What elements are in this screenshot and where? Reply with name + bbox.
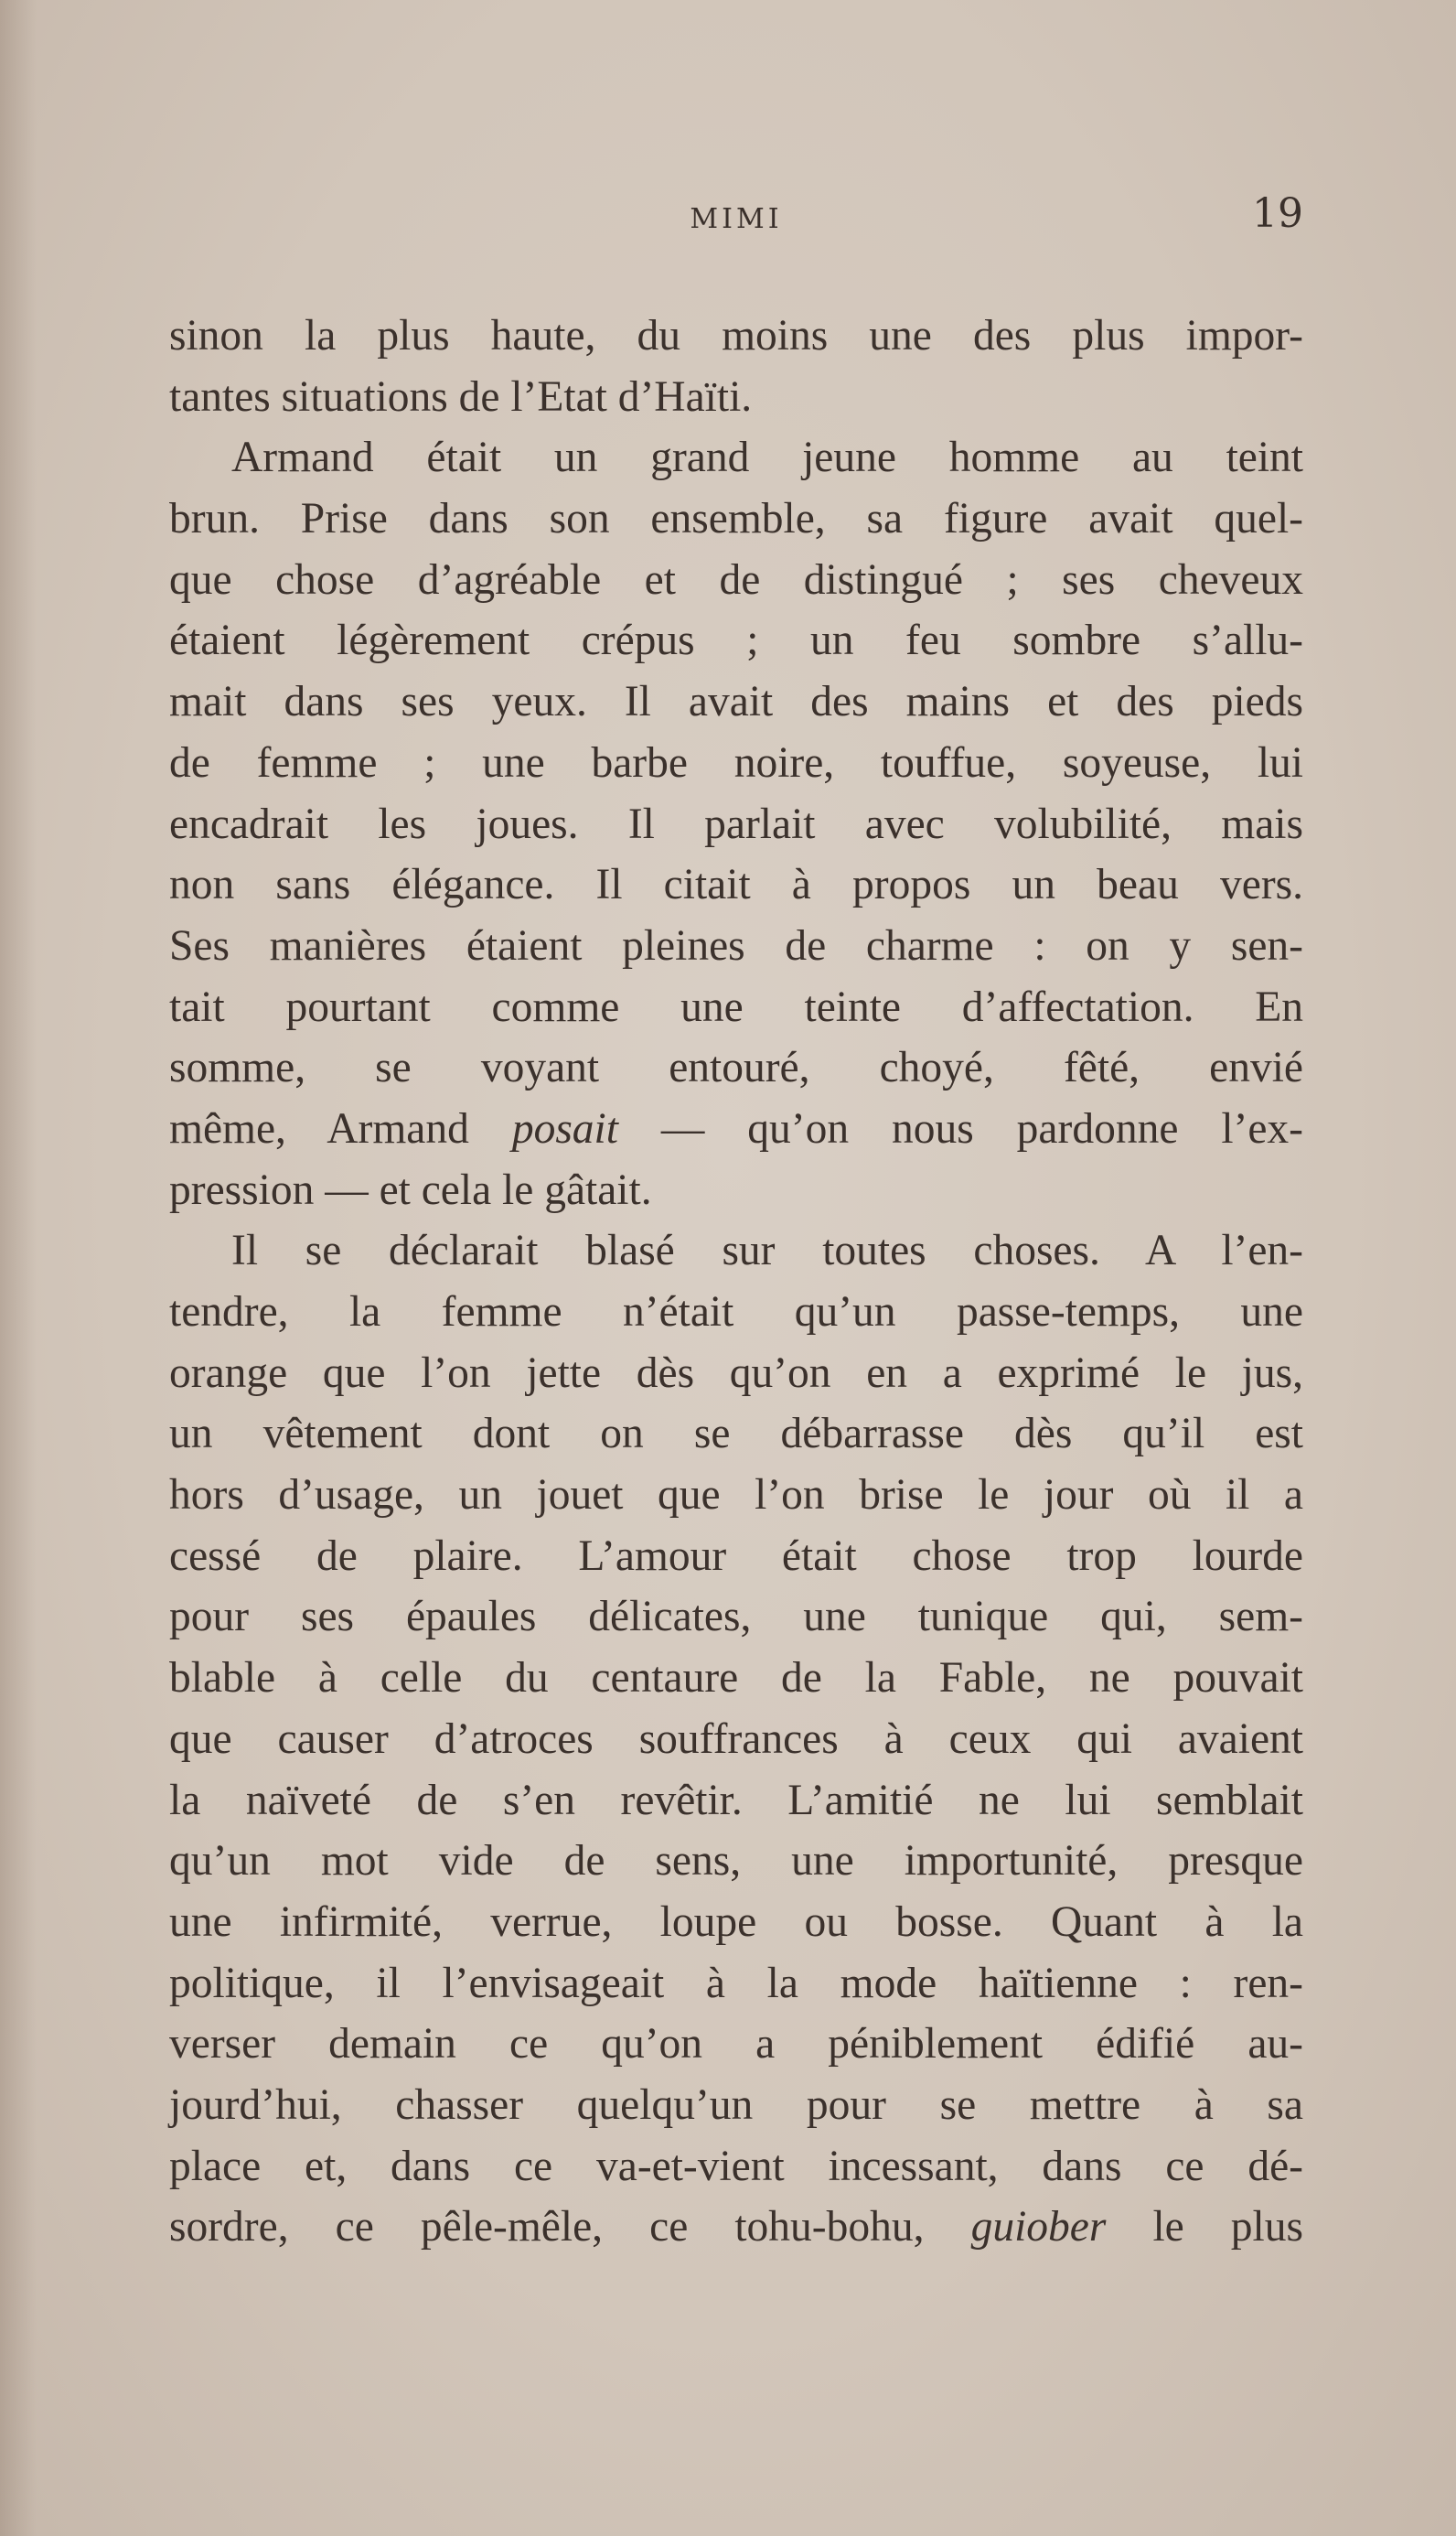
text-line: Il se déclarait blasé sur toutes choses. A l’en- (231, 1227, 1303, 1275)
text-line: qu’un mot vide de sens, une importunité, presque (169, 1837, 1303, 1886)
italic-word: guiober (970, 2203, 1107, 2251)
text-line: orange que l’on jette dès qu’on en a exprimé le jus, (169, 1349, 1303, 1397)
text-line: politique, il l’envisageait à la mode haïtienne : ren- (169, 1959, 1303, 2007)
text-line: que causer d’atroces souffrances à ceux qui avaient (169, 1714, 1303, 1763)
text-line: une infirmité, verrue, loupe ou bosse. Quant à la (169, 1897, 1303, 1946)
text-line: Armand était un grand jeune homme au teint (231, 434, 1303, 482)
italic-word: posait (511, 1104, 618, 1153)
text-line: pression — et cela le gâtait. (169, 1166, 652, 1214)
text-line-with-italic (169, 1099, 1303, 1160)
text-line: encadrait les joues. Il parlait avec volubilité, mais (169, 800, 1303, 848)
line-text-after: — qu’on nous pardonne l’ex- (617, 1104, 1304, 1153)
text-line: non sans élégance. Il citait à propos un beau vers. (169, 861, 1303, 909)
text-line: un vêtement dont on se débarrasse dès qu’il est (169, 1410, 1303, 1458)
line-text-before: même, Armand (169, 1104, 512, 1153)
text-line: mait dans ses yeux. Il avait des mains et des pieds (169, 678, 1303, 726)
text-line: place et, dans ce va-et-vient incessant, dans ce dé- (169, 2142, 1303, 2190)
line-text-before: sordre, ce pêle-mêle, ce tohu-bohu, (169, 2203, 971, 2251)
page-number: 19 (1252, 190, 1303, 237)
text-line: tantes situations de l’Etat d’Haïti. (169, 372, 753, 421)
page-edge-shadow (0, 0, 37, 2536)
text-line: pour ses épaules délicates, une tunique qui, sem- (169, 1593, 1303, 1641)
text-line: cessé de plaire. L’amour était chose trop lourde (169, 1531, 1303, 1580)
running-title: MIMI (690, 203, 783, 235)
text-line: de femme ; une barbe noire, touffue, soyeuse, lui (169, 738, 1303, 787)
text-line: somme, se voyant entouré, choyé, fêté, envié (169, 1044, 1303, 1092)
text-line: jourd’hui, chasser quelqu’un pour se mettre à sa (169, 2080, 1303, 2129)
page-header (169, 190, 1303, 245)
text-line: la naïveté de s’en revêtir. L’amitié ne lui semblait (169, 1776, 1303, 1824)
text-line: tendre, la femme n’était qu’un passe-temps, une (169, 1288, 1303, 1336)
line-text-after: le plus (1106, 2203, 1303, 2251)
text-line: blable à celle du centaure de la Fable, ne pouvait (169, 1654, 1303, 1703)
body-text (169, 306, 1303, 2258)
text-line: étaient légèrement crépus ; un feu sombre s’allu- (169, 617, 1303, 665)
text-line: brun. Prise dans son ensemble, sa figure avait quel- (169, 495, 1303, 543)
text-line: que chose d’agréable et de distingué ; ses cheveux (169, 555, 1303, 604)
text-line: hors d’usage, un jouet que l’on brise le jour où il a (169, 1471, 1303, 1520)
text-line: tait pourtant comme une teinte d’affectation. En (169, 983, 1303, 1031)
text-line: sinon la plus haute, du moins une des plus impor- (169, 312, 1303, 360)
text-line: verser demain ce qu’on a péniblement édifié au- (169, 2020, 1303, 2069)
text-line-with-italic (169, 2197, 1303, 2258)
text-line: Ses manières étaient pleines de charme : on y sen- (169, 921, 1303, 970)
